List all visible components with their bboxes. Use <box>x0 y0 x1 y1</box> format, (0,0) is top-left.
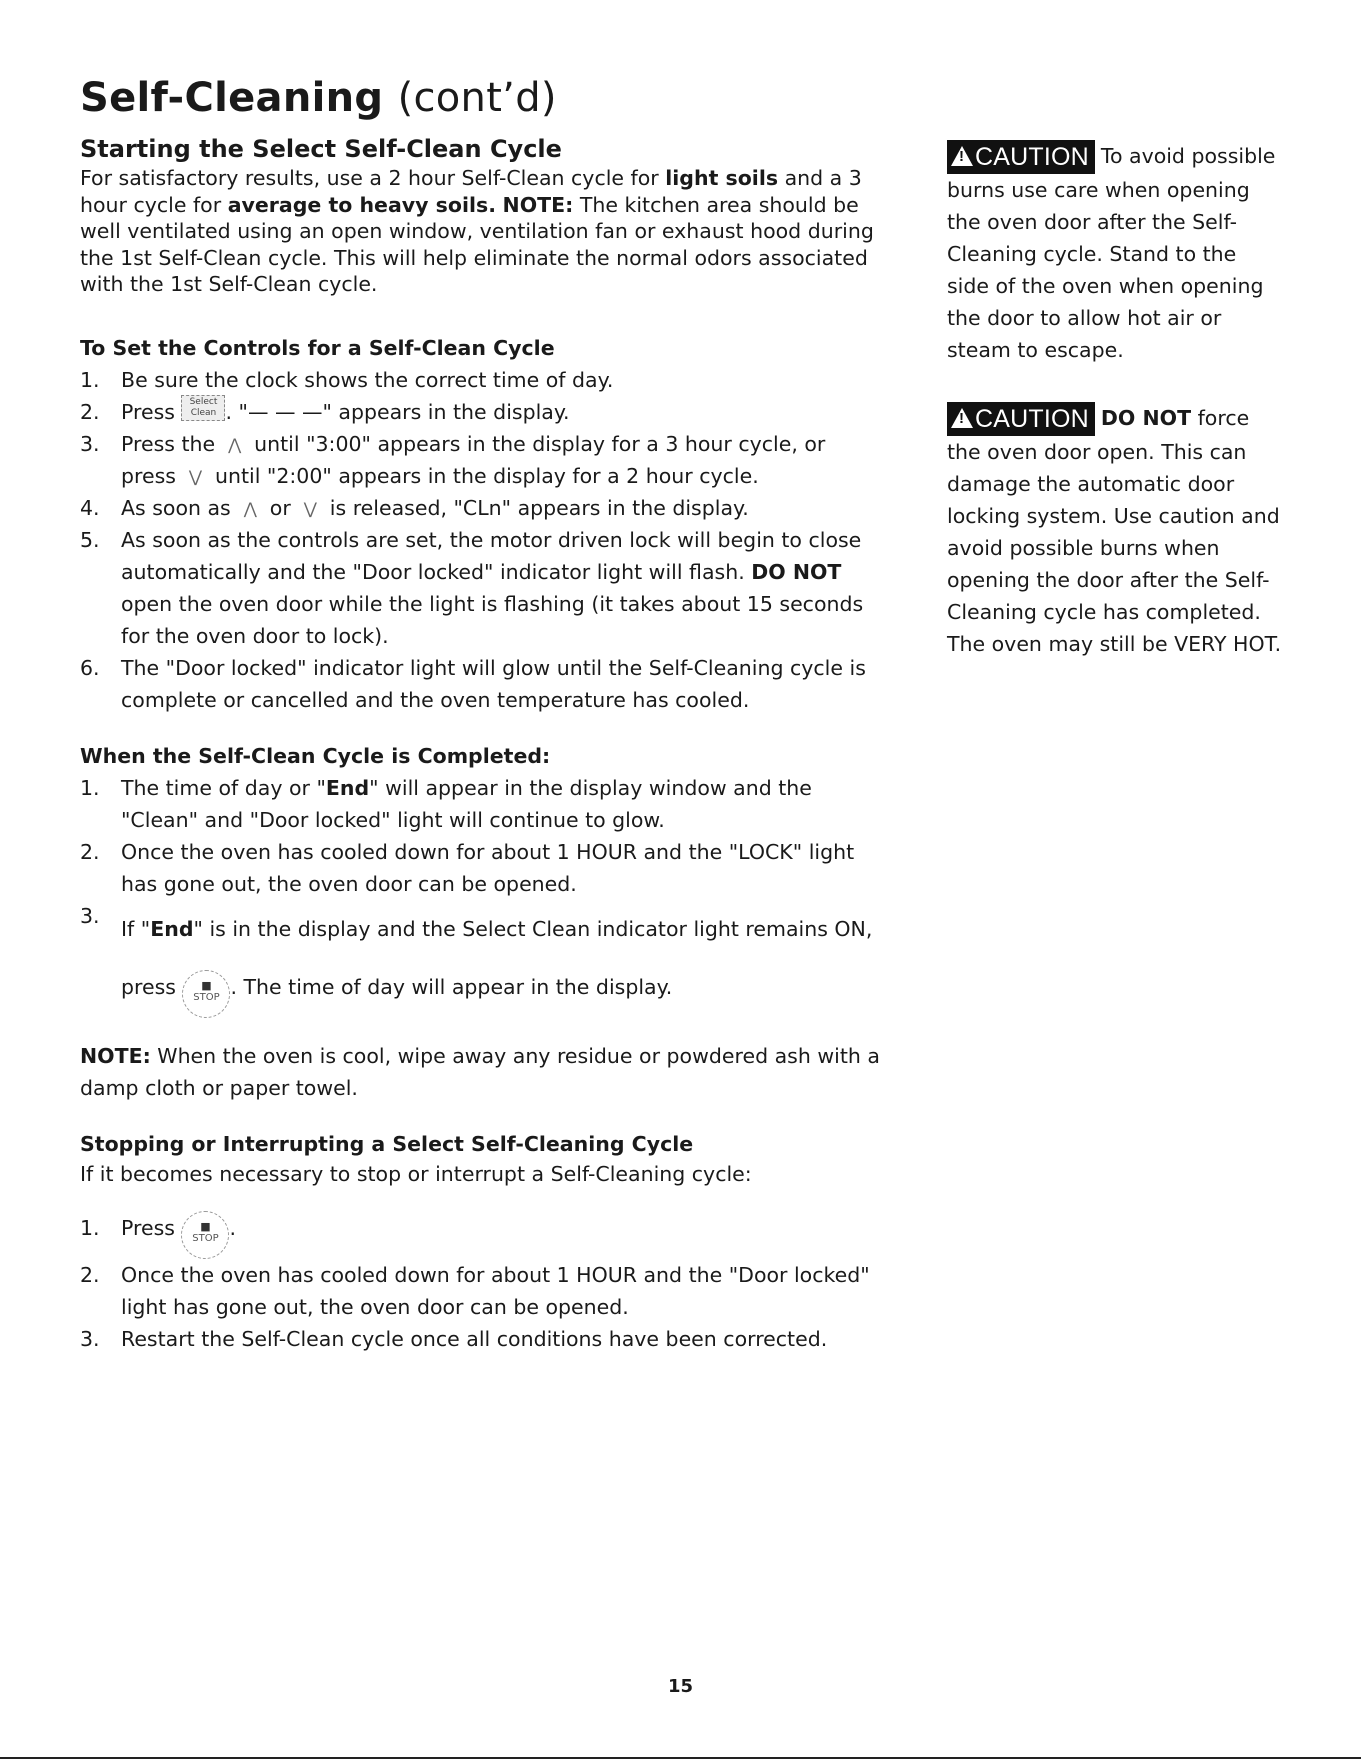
warning-triangle-icon <box>951 146 973 166</box>
caution-sidebar <box>947 140 1282 660</box>
step-text: Be sure the clock shows the correct time of day. <box>121 367 614 392</box>
caution-badge <box>947 402 1095 436</box>
stop-key-icon <box>181 1211 229 1259</box>
step-number: 1. <box>80 1215 100 1240</box>
step-text: As soon as the controls are set, the motor driven lock will begin to close automatically and the "Door locked" indicator light will flash. <box>121 527 862 584</box>
stopping-intro: If it becomes necessary to stop or interrupt a Self-Cleaning cycle: <box>80 1161 752 1186</box>
step-text: until "3:00" appears in the display for a 3 hour cycle, or press <box>121 431 826 488</box>
step-text: or <box>263 495 298 520</box>
step-bold-do-not: DO NOT <box>751 559 842 584</box>
caution-badge-label: CAUTION <box>975 143 1089 171</box>
step-text: is released, "CLn" appears in the display. <box>323 495 749 520</box>
note-label: NOTE: <box>80 1043 151 1068</box>
list-item <box>80 836 880 900</box>
step-text: Once the oven has cooled down for about 1 HOUR and the "Door locked" light has gone out, the oven door can be opened. <box>121 1262 870 1319</box>
list-item <box>80 428 880 492</box>
step-number: 3. <box>80 431 100 456</box>
step-number: 2. <box>80 399 100 424</box>
list-item <box>80 492 880 524</box>
start-text-1: For satisfactory results, use a 2 hour Self-Clean cycle for <box>80 166 666 190</box>
step-bold-end: End <box>325 775 370 800</box>
warning-triangle-icon <box>951 408 973 428</box>
step-number: 3. <box>80 1326 100 1351</box>
list-item <box>80 900 880 1018</box>
list-item <box>80 652 880 716</box>
list-item <box>80 364 880 396</box>
start-paragraph <box>80 165 880 298</box>
start-heading: Starting the Select Self-Clean Cycle <box>80 135 562 163</box>
note-paragraph <box>80 1040 880 1104</box>
controls-steps <box>80 364 880 716</box>
list-item <box>80 524 880 652</box>
down-arrow-icon: ⋁ <box>303 498 317 518</box>
up-arrow-icon: ⋀ <box>243 498 257 518</box>
caution-badge <box>947 140 1095 174</box>
page-title-suffix: (cont’d) <box>397 75 557 121</box>
up-arrow-icon: ⋀ <box>228 434 242 454</box>
start-bold-note: NOTE: <box>502 192 574 217</box>
list-item <box>80 1323 880 1355</box>
list-item <box>80 772 880 836</box>
completed-heading: When the Self-Clean Cycle is Completed: <box>80 743 551 768</box>
step-text: If " <box>121 916 151 941</box>
select-clean-line1: Select <box>189 396 218 407</box>
stop-square-icon: ■ <box>200 1219 211 1233</box>
step-number: 6. <box>80 655 100 680</box>
caution-block-2 <box>947 402 1282 660</box>
step-text: " is in the display and the Select Clean indicator light remains ON, press <box>121 916 873 999</box>
step-text: until "2:00" appears in the display for a 2 hour cycle. <box>208 463 759 488</box>
page-number: 15 <box>667 1676 694 1697</box>
step-bold-end: End <box>150 916 194 941</box>
stop-key-label: STOP <box>192 1232 219 1244</box>
select-clean-key-icon <box>181 395 225 421</box>
step-number: 4. <box>80 495 100 520</box>
stop-key-icon <box>182 970 230 1018</box>
caution-text: To avoid possible burns use care when opening the oven door after the Self-Cleaning cycle. Stand to the side of the oven when opening the door to allow hot air or steam to escape. <box>947 144 1276 362</box>
step-number: 2. <box>80 839 100 864</box>
note-text: When the oven is cool, wipe away any residue or powdered ash with a damp cloth or paper towel. <box>80 1043 880 1100</box>
step-text: . <box>229 1215 237 1240</box>
controls-heading: To Set the Controls for a Self-Clean Cycle <box>80 335 555 360</box>
step-number: 5. <box>80 527 100 552</box>
caution-badge-label: CAUTION <box>975 405 1089 433</box>
step-number: 3. <box>80 903 100 928</box>
caution-block-1 <box>947 140 1282 366</box>
completed-steps <box>80 772 880 1018</box>
step-text: Press <box>121 399 182 424</box>
start-bold-heavy-soils: average to heavy soils. <box>227 192 496 217</box>
list-item <box>80 1259 880 1323</box>
page-title-main: Self-Cleaning <box>80 75 384 121</box>
step-text: Press the <box>121 431 222 456</box>
start-text-4: The kitchen area should be well ventilated using an open window, ventilation fan or exhaust hood during the 1st Self-Clean cycle. This will help eliminate the normal odors associated with the 1st Self-Clean cycle. <box>80 192 874 296</box>
stop-key-label: STOP <box>193 991 220 1003</box>
stop-square-icon: ■ <box>201 978 212 992</box>
step-text: Press <box>121 1215 182 1240</box>
step-text: Restart the Self-Clean cycle once all conditions have been corrected. <box>121 1326 828 1351</box>
down-arrow-icon: ⋁ <box>188 466 203 486</box>
bottom-rule <box>0 1757 1361 1759</box>
caution-text: force the oven door open. This can damage the automatic door locking system. Use caution and avoid possible burns when opening the door after the Self-Cleaning cycle has completed. The oven may still be VERY HOT. <box>947 406 1282 656</box>
list-item <box>80 396 880 428</box>
step-number: 1. <box>80 367 100 392</box>
step-text: . The time of day will appear in the display. <box>230 974 673 999</box>
stopping-heading: Stopping or Interrupting a Select Self-Cleaning Cycle <box>80 1131 694 1156</box>
step-text: The time of day or " <box>121 775 326 800</box>
list-item <box>80 1190 880 1259</box>
step-number: 2. <box>80 1262 100 1287</box>
step-text: Once the oven has cooled down for about 1 HOUR and the "LOCK" light has gone out, the oven door can be opened. <box>121 839 855 896</box>
page-title <box>80 74 557 122</box>
select-clean-line2: Clean <box>190 407 217 418</box>
start-text-2: and a 3 hour cycle for <box>80 166 862 217</box>
step-text: open the oven door while the light is flashing (it takes about 15 seconds for the oven door to lock). <box>121 591 864 648</box>
step-text: As soon as <box>121 495 238 520</box>
main-column <box>80 134 880 1355</box>
step-text: " will appear in the display window and the "Clean" and "Door locked" light will continue to glow. <box>121 775 812 832</box>
stopping-steps <box>80 1190 880 1355</box>
step-text: The "Door locked" indicator light will glow until the Self-Cleaning cycle is complete or cancelled and the oven temperature has cooled. <box>121 655 866 712</box>
step-text: . "— — —" appears in the display. <box>225 399 570 424</box>
caution-bold-do-not: DO NOT <box>1100 406 1192 430</box>
step-number: 1. <box>80 775 100 800</box>
start-bold-light-soils: light soils <box>665 166 779 190</box>
